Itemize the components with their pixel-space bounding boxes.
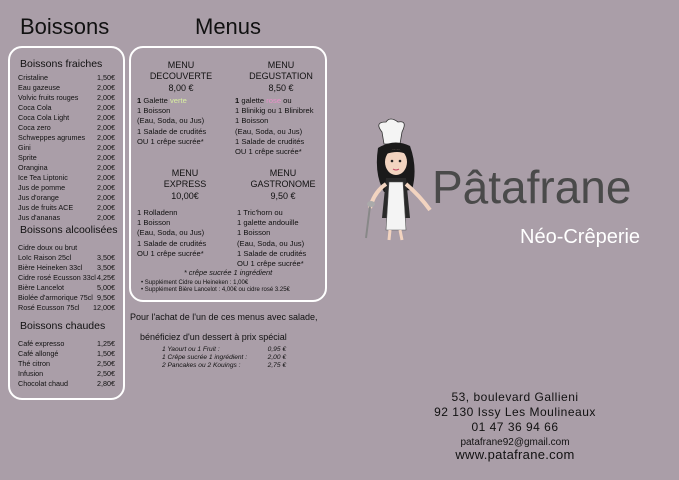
drink-item <box>18 143 115 153</box>
drink-price: 3,50€ <box>97 263 115 272</box>
menu-line: 1 Galette verte <box>137 96 187 105</box>
menu-name: GASTRONOME <box>250 179 316 189</box>
drink-name: Bière Lancelot <box>18 283 64 292</box>
drink-name: Thé citron <box>18 359 50 368</box>
drink-name: Schweppes agrumes <box>18 133 86 142</box>
drink-item <box>18 103 115 113</box>
menu-line: OU 1 crêpe sucrée* <box>235 147 302 157</box>
drink-price: 2,00€ <box>97 113 115 122</box>
dessert-item <box>162 346 286 354</box>
brand-name: Pâtafrane <box>432 161 632 213</box>
menus-heading: Menus <box>195 14 262 39</box>
drink-item <box>18 113 115 123</box>
menu-line: 1 Boisson <box>237 228 271 238</box>
dessert-price: 2,00 € <box>267 353 286 361</box>
drink-name: Jus de fruits ACE <box>18 203 74 212</box>
menu-label: MENU <box>167 60 195 70</box>
brand-tagline: Néo-Crêperie <box>520 226 641 248</box>
menu-price: 8,50 € <box>268 83 294 93</box>
drink-price: 2,00€ <box>97 93 115 102</box>
menu-line: 1 Boisson <box>235 116 269 126</box>
drink-item <box>18 369 115 379</box>
chef-girl-illustration <box>360 118 436 242</box>
drink-price: 2,00€ <box>97 183 115 192</box>
menu-line: OU 1 crêpe sucrée* <box>137 248 204 258</box>
drink-name: Cidre rosé Ecusson 33cl <box>18 273 96 282</box>
drink-name: Coca zero <box>18 123 51 132</box>
drink-price: 2,00€ <box>97 143 115 152</box>
menu-line: 1 Blinikig ou 1 Blinibrek <box>235 106 314 116</box>
drink-item <box>18 293 115 303</box>
supplement-beer: • Supplément Bière Lancelot : 4,00€ ou cidre rosé 3.25€ <box>141 287 290 293</box>
menu-line: 1 Boisson <box>137 106 171 116</box>
drink-price: 1,25€ <box>97 339 115 348</box>
phone-number: 01 47 36 94 66 <box>471 420 559 434</box>
drink-item <box>18 93 115 103</box>
menu-price: 9,50 € <box>270 191 296 201</box>
menu-label: MENU <box>269 168 297 178</box>
drink-name: Ice Tea Liptonic <box>18 173 68 182</box>
drink-name: Orangina <box>18 163 48 172</box>
drink-price: 2,00€ <box>97 173 115 182</box>
menu-line: 1 galette andouille <box>237 218 299 228</box>
address-street: 53, boulevard Gallieni <box>451 390 579 404</box>
drink-price: 2,00€ <box>97 203 115 212</box>
drink-item <box>18 213 115 223</box>
drinks-panel <box>8 46 125 400</box>
drink-name: Café allongé <box>18 349 59 358</box>
menu-express <box>137 168 233 259</box>
drink-name: Volvic fruits rouges <box>18 93 79 102</box>
drink-price: 12,00€ <box>93 303 115 312</box>
drink-name: Café expresso <box>18 339 65 348</box>
menu-line: 1 Boisson <box>137 218 171 228</box>
crepe-note: * crêpe sucrée 1 ingrédient <box>183 268 273 277</box>
website-link[interactable]: www.patafrane.com <box>455 447 575 462</box>
drink-name: Eau gazeuse <box>18 83 60 92</box>
drink-price: 2,50€ <box>97 369 115 378</box>
menu-gastronome <box>237 168 329 269</box>
menu-line: 1 Salade de crudités <box>237 248 307 258</box>
drink-name: Loïc Raison 25cl <box>18 253 72 262</box>
drink-item <box>18 339 115 349</box>
drink-price: 2,00€ <box>97 213 115 222</box>
menu-label: MENU <box>171 168 199 178</box>
menu-line: OU 1 crêpe sucrée* <box>237 259 304 269</box>
drink-name: Coca Cola Light <box>18 113 70 122</box>
drink-price: 1,50€ <box>97 349 115 358</box>
drink-item <box>18 303 115 313</box>
drink-item <box>18 133 115 143</box>
drink-item <box>18 243 115 253</box>
drink-price: 2,00€ <box>97 83 115 92</box>
drink-price: 2,00€ <box>97 103 115 112</box>
drinks-heading: Boissons <box>20 14 110 39</box>
menu-line: 1 Salade de crudités <box>235 136 305 146</box>
drink-item <box>18 349 115 359</box>
menu-line: 1 Salade de crudités <box>137 126 207 136</box>
drink-name: Sprite <box>18 153 37 162</box>
drink-item <box>18 183 115 193</box>
drink-price: 3,50€ <box>97 253 115 262</box>
drink-price: 2,00€ <box>97 153 115 162</box>
drink-item <box>18 359 115 369</box>
drink-item <box>18 83 115 93</box>
dessert-list <box>162 346 286 369</box>
drink-item <box>18 273 115 283</box>
drink-name: Jus d'orange <box>18 193 59 202</box>
drink-item <box>18 153 115 163</box>
drink-item <box>18 253 115 263</box>
menu-line: (Eau, Soda, ou Jus) <box>137 116 205 126</box>
drink-price: 2,00€ <box>97 123 115 132</box>
drink-price: 4,25€ <box>97 273 115 282</box>
drink-item <box>18 173 115 183</box>
drink-item <box>18 163 115 173</box>
drink-item <box>18 193 115 203</box>
drink-price: 9,50€ <box>97 293 115 302</box>
dessert-label: 1 Yaourt ou 1 Fruit : <box>162 346 220 353</box>
drink-name: Rosé Ecusson 75cl <box>18 303 80 312</box>
drink-item <box>18 263 115 273</box>
drink-price: 2,50€ <box>97 359 115 368</box>
menu-decouverte <box>137 60 225 147</box>
drink-item <box>18 73 115 83</box>
drink-name: Chocolat chaud <box>18 379 68 388</box>
supplement-cider: • Supplément Cidre ou Heineken : 1,00€ <box>141 280 249 286</box>
offer-line-1: Pour l'achat de l'un de ces menus avec salade, <box>130 312 318 322</box>
alcohol-drinks-title: Boissons alcoolisées <box>20 224 118 236</box>
menu-line: (Eau, Soda, ou Jus) <box>235 126 303 136</box>
drink-price: 1,50€ <box>97 73 115 82</box>
drink-item <box>18 379 115 389</box>
dessert-item <box>162 354 286 362</box>
drink-price: 5,00€ <box>97 283 115 292</box>
drink-item <box>18 203 115 213</box>
menu-degustation <box>235 60 327 157</box>
offer-line-2: bénéficiez d'un dessert à prix spécial <box>140 332 287 342</box>
drink-name: Bière Heineken 33cl <box>18 263 83 272</box>
drink-name: Cristaline <box>18 73 48 82</box>
drink-price: 2,00€ <box>97 133 115 142</box>
menu-price: 10,00€ <box>171 191 199 201</box>
dessert-price: 0,95 € <box>267 346 286 353</box>
drink-name: Cidre doux ou brut <box>18 243 78 252</box>
drink-name: Jus d'ananas <box>18 213 61 222</box>
menu-name: DECOUVERTE <box>149 71 213 81</box>
menu-price: 8,00 € <box>168 83 194 93</box>
drink-price: 2,00€ <box>97 163 115 172</box>
drink-item <box>18 123 115 133</box>
menus-panel <box>129 46 327 302</box>
drink-name: Gini <box>18 143 31 152</box>
menu-line: 1 Salade de crudités <box>137 238 207 248</box>
dessert-label: 2 Pancakes ou 2 Kouings : <box>162 361 241 369</box>
menu-line: (Eau, Soda, ou Jus) <box>237 238 305 248</box>
menu-line: (Eau, Soda, ou Jus) <box>137 228 205 238</box>
menu-line: 1 galette rose ou <box>235 96 292 105</box>
dessert-item <box>162 362 286 370</box>
drink-name: Coca Cola <box>18 103 52 112</box>
drink-name: Jus de pomme <box>18 183 66 192</box>
address-city: 92 130 Issy Les Moulineaux <box>434 405 596 419</box>
dessert-label: 1 Crêpe sucrée 1 ingrédient : <box>162 353 248 361</box>
menu-line: 1 Tric'horn ou <box>237 208 283 217</box>
email-link[interactable]: patafrane92@gmail.com <box>460 437 570 448</box>
dessert-price: 2,75 € <box>267 361 286 369</box>
drink-name: Biolée d'armorique 75cl <box>18 293 93 302</box>
menu-name: DEGUSTATION <box>249 71 313 81</box>
menu-name: EXPRESS <box>163 179 207 189</box>
hot-drinks-title: Boissons chaudes <box>20 320 106 332</box>
cold-drinks-title: Boissons fraiches <box>20 58 103 70</box>
menu-label: MENU <box>267 60 295 70</box>
drink-price: 2,00€ <box>97 193 115 202</box>
menu-line: 1 Rolladenn <box>137 208 178 217</box>
drink-name: Infusion <box>18 369 44 378</box>
drink-item <box>18 283 115 293</box>
menu-line: OU 1 crêpe sucrée* <box>137 136 204 146</box>
drink-price: 2,80€ <box>97 379 115 388</box>
